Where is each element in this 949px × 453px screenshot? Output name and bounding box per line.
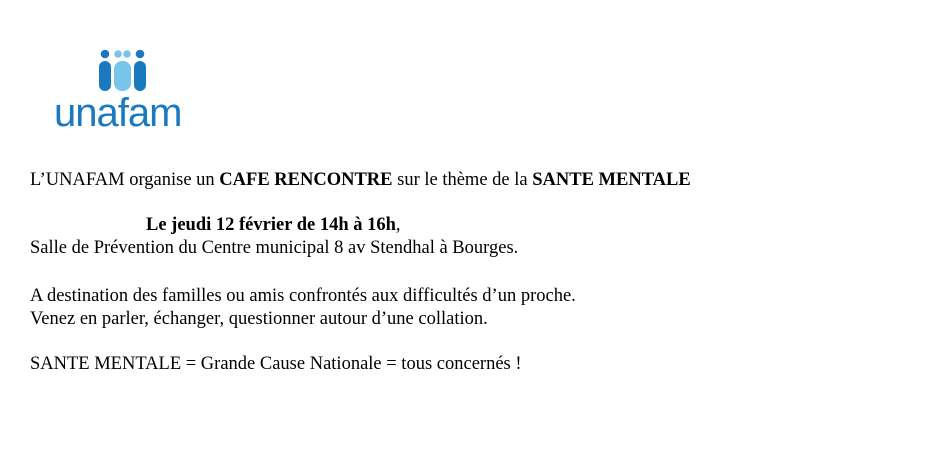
intro-text-2: sur le thème de la bbox=[392, 170, 533, 190]
theme-name: SANTE MENTALE bbox=[532, 170, 691, 190]
date-suffix: , bbox=[395, 215, 401, 235]
intro-text-1: L’UNAFAM organise un bbox=[30, 170, 220, 190]
location-line: Salle de Prévention du Centre municipal 8 av Stendhal à Bourges. bbox=[30, 238, 519, 258]
intro-line bbox=[30, 169, 691, 191]
logo-wordmark: unafam bbox=[54, 91, 182, 135]
event-date: Le jeudi 12 février de 14h à 16h bbox=[146, 215, 396, 235]
event-name: CAFE RENCONTRE bbox=[219, 170, 393, 190]
people-icon bbox=[96, 49, 150, 93]
audience-line-2: Venez en parler, échanger, questionner autour d’une collation. bbox=[30, 309, 488, 329]
slogan-line: SANTE MENTALE = Grande Cause Nationale = tous concernés ! bbox=[30, 354, 522, 374]
unafam-logo bbox=[54, 46, 196, 138]
date-line bbox=[146, 214, 401, 236]
audience-line-1: A destination des familles ou amis confrontés aux difficultés d’un proche. bbox=[30, 286, 576, 306]
